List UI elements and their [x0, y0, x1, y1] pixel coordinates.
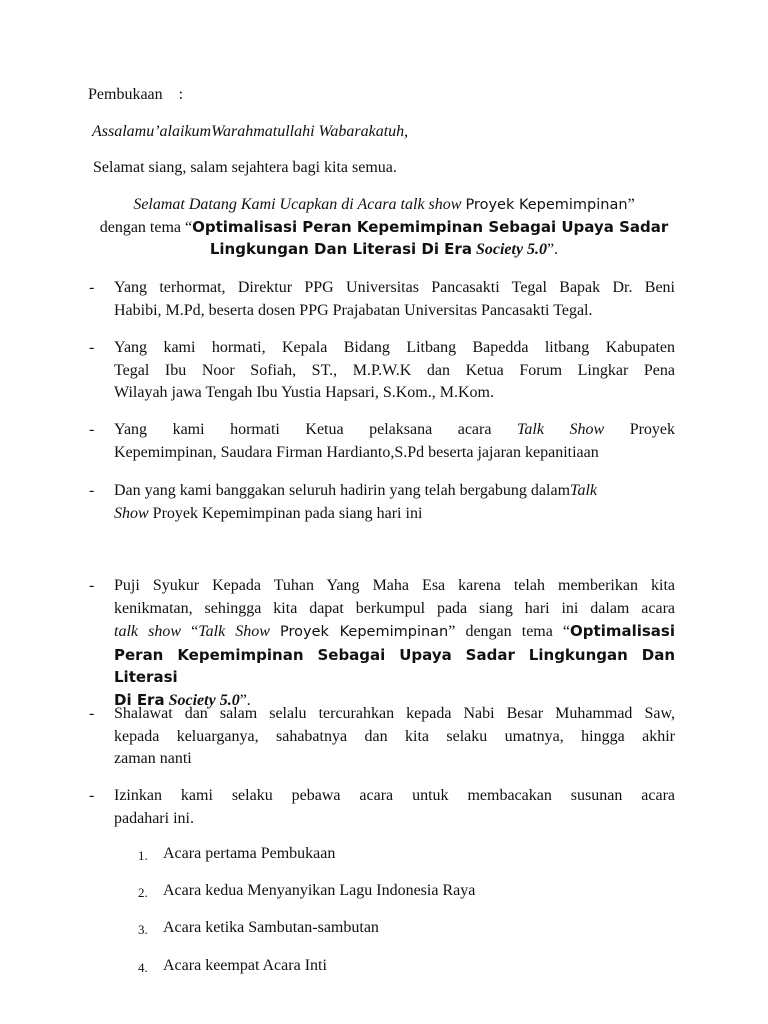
list-item: [114, 337, 675, 405]
item-2-line-1: Yang kami hormati, Kepala Bidang Litbang Bapedda litbang Kabupaten: [114, 339, 675, 356]
item-3-line-2: Kepemimpinan, Saudara Firman Hardianto,S.Pd beserta jajaran kepanitiaan: [114, 443, 599, 461]
agenda-item: Acara pertama Pembukaan: [163, 845, 336, 862]
welcome-line-2: [90, 216, 678, 239]
welcome-italic: Selamat Datang Kami Ucapkan di Acara talk show: [133, 196, 462, 213]
item-5-italic-2: Talk Show: [198, 623, 270, 640]
list-item: [114, 785, 675, 830]
welcome-theme-bold: Optimalisasi Peran Kepemimpinan Sebagai Upaya Sadar: [192, 218, 669, 236]
item-4-text: Dan yang kami banggakan seluruh hadirin yang telah bergabung dalam: [114, 482, 571, 499]
item-3-text: Yang kami hormati Ketua pelaksana acara: [114, 421, 492, 438]
agenda-number: 4.: [138, 960, 148, 975]
agenda-number: 1.: [138, 848, 148, 863]
section-heading: [88, 84, 183, 106]
item-2-line-3: Wilayah jawa Tengah Ibu Yustia Hapsari, S.Kom., M.Kom.: [114, 384, 494, 401]
item-5-line-3: [114, 620, 675, 644]
welcome-line-1: [90, 194, 678, 216]
welcome-society: Society 5.0: [475, 241, 548, 258]
bullet-marker: -: [89, 705, 95, 722]
item-6-line-3: zaman nanti: [114, 750, 192, 767]
agenda-number: 2.: [138, 885, 148, 900]
bullet-marker: -: [89, 482, 95, 499]
agenda-item: Acara kedua Menyanyikan Lagu Indonesia Raya: [163, 882, 476, 899]
welcome-line-3: [90, 238, 678, 261]
item-3-italic: Talk Show: [516, 421, 605, 438]
item-6-line-1: Shalawat dan salam selalu tercurahkan kepada Nabi Besar Muhammad Saw,: [114, 705, 675, 722]
agenda-item: Acara ketika Sambutan-sambutan: [163, 919, 379, 936]
bullet-marker: -: [89, 577, 95, 594]
item-4-italic: Talk: [570, 482, 597, 499]
bullet-marker: -: [89, 339, 95, 356]
agenda-item: Acara keempat Acara Inti: [163, 957, 327, 974]
list-item: [114, 277, 675, 322]
item-4-text-b: Proyek Kepemimpinan pada siang hari ini: [152, 504, 423, 522]
item-2-line-2: Tegal Ibu Noor Sofiah, ST., M.P.W.K dan Ketua Forum Lingkar Pena: [114, 361, 675, 379]
item-5-bold-2: Di Era: [114, 690, 165, 709]
salutation-line: Selamat siang, salam sejahtera bagi kita semua.: [93, 159, 397, 176]
item-6-line-2: kepada keluarganya, sahabatnya dan kita selaku umatnya, hingga akhir: [114, 727, 675, 745]
list-item: [114, 575, 675, 712]
list-item: [114, 480, 675, 525]
item-7-line-2: padahari ini.: [114, 809, 194, 827]
greeting-line: Assalamu’alaikumWarahmatullahi Wabarakatuh,: [92, 123, 409, 140]
item-4-line-2: [114, 503, 675, 526]
item-7-line-1: Izinkan kami selaku pebawa acara untuk membacakan susunan acara: [114, 787, 675, 804]
welcome-theme-bold-2: Lingkungan Dan Literasi Di Era: [209, 240, 472, 258]
item-5-project: Proyek Kepemimpinan: [280, 624, 449, 640]
bullet-marker: -: [89, 421, 95, 438]
item-1-line-1: Yang terhormat, Direktur PPG Universitas Pancasakti Tegal Bapak Dr. Beni: [114, 279, 675, 296]
item-5-society: Society 5.0: [168, 691, 240, 709]
heading-colon: :: [178, 86, 184, 103]
item-5-end: ”.: [239, 691, 251, 709]
item-5-italic: talk show: [114, 623, 181, 640]
item-5-quote: “: [191, 623, 199, 640]
item-5-line-2: kenikmatan, sehingga kita dapat berkumpul pada siang hari ini dalam acara: [114, 599, 675, 617]
item-4-line-1: [114, 480, 675, 503]
item-3-line-1: [114, 419, 675, 442]
list-item: [114, 419, 675, 464]
heading-label: Pembukaan: [88, 86, 163, 103]
item-1-line-2: Habibi, M.Pd, beserta dosen PPG Prajabatan Universitas Pancasakti Tegal.: [114, 301, 593, 319]
bullet-marker: -: [89, 787, 95, 804]
bullet-marker: -: [89, 279, 95, 296]
item-5-line-4: Peran Kepemimpinan Sebagai Upaya Sadar Lingkungan Dan Literasi: [114, 645, 675, 686]
welcome-quote-end: ”: [627, 196, 635, 213]
item-5-mid: ” dengan tema “: [448, 623, 571, 640]
agenda-number: 3.: [138, 922, 148, 937]
item-5-bold: Optimalisasi: [570, 622, 675, 640]
welcome-theme-start: dengan tema “: [99, 219, 193, 236]
item-3-text-b: Proyek: [629, 421, 676, 438]
welcome-end: ”.: [547, 241, 559, 258]
item-5-line-1: Puji Syukur Kepada Tuhan Yang Maha Esa karena telah memberikan kita: [114, 577, 675, 594]
list-item: [114, 703, 675, 771]
item-4-italic-2: Show: [114, 504, 149, 522]
welcome-project: Proyek Kepemimpinan: [465, 197, 628, 213]
